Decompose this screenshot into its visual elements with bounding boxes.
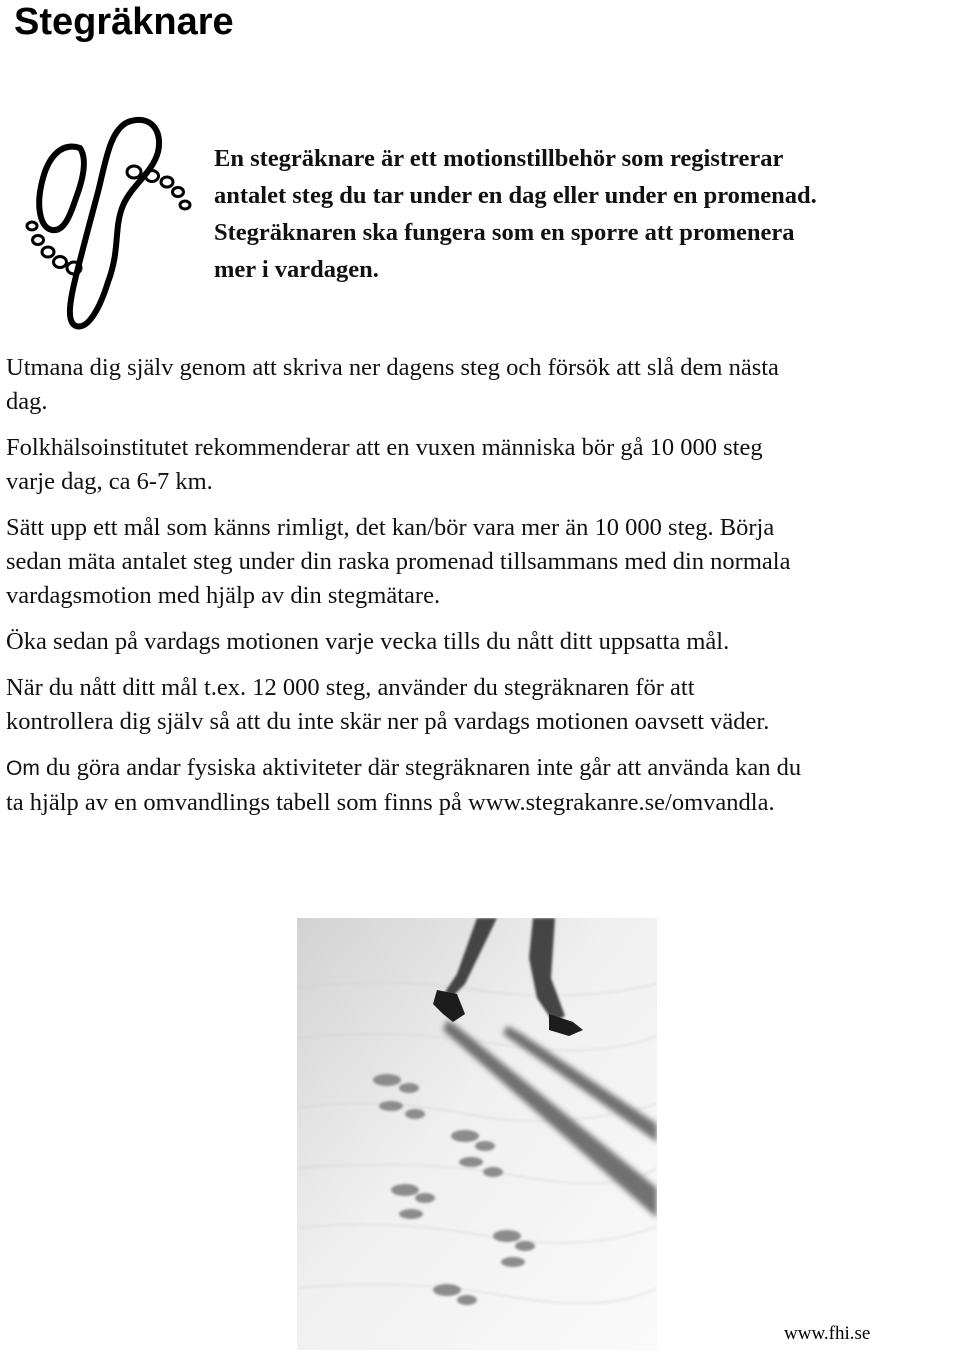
intro-line: antalet steg du tar under en dag eller under en promenad. [214, 182, 817, 209]
text-fragment: du göra andar fysiska aktiviteter där stegräknaren inte går att använda kan du [39, 754, 802, 781]
text-line: Sätt upp ett mål som känns rimligt, det kan/bör vara mer än 10 000 steg. Börja [6, 514, 775, 541]
text-line: Utmana dig själv genom att skriva ner dagens steg och försök att slå dem nästa [6, 354, 779, 381]
text-line: varje dag, ca 6-7 km. [6, 468, 213, 495]
footprints-icon [18, 112, 208, 334]
text-line: kontrollera dig själv så att du inte skär ner på vardags motionen oavsett väder. [6, 708, 770, 735]
text-line: När du nått ditt mål t.ex. 12 000 steg, använder du stegräknaren för att [6, 674, 695, 701]
intro-paragraph [214, 140, 934, 288]
footer-link[interactable]: www.fhi.se [784, 1323, 871, 1344]
text-line [6, 751, 956, 786]
text-line: vardagsmotion med hjälp av din stegmätare. [6, 582, 441, 609]
paragraph-recommendation [6, 431, 956, 499]
intro-line: En stegräknare är ett motionstillbehör som registrerar [214, 145, 784, 172]
intro-line: Stegräknaren ska fungera som en sporre att promenera [214, 219, 795, 246]
text-line: dag. [6, 388, 48, 415]
text-line: sedan mäta antalet steg under din raska promenad tillsammans med din normala [6, 548, 791, 575]
page-title: Stegräknare [14, 1, 234, 43]
paragraph-increase [6, 625, 956, 659]
paragraph-conversion [6, 751, 956, 820]
text-fragment: Om [6, 757, 40, 780]
walking-footprints-photo [297, 918, 657, 1350]
body-text [6, 351, 956, 832]
intro-line: mer i vardagen. [214, 256, 379, 283]
paragraph-maintain [6, 671, 956, 739]
paragraph-goal [6, 511, 956, 613]
text-line: Folkhälsoinstitutet rekommenderar att en vuxen människa bör gå 10 000 steg [6, 434, 763, 461]
text-line: Öka sedan på vardags motionen varje vecka tills du nått ditt uppsatta mål. [6, 628, 730, 655]
paragraph-challenge [6, 351, 956, 419]
text-line: ta hjälp av en omvandlings tabell som finns på www.stegrakanre.se/omvandla. [6, 789, 775, 816]
